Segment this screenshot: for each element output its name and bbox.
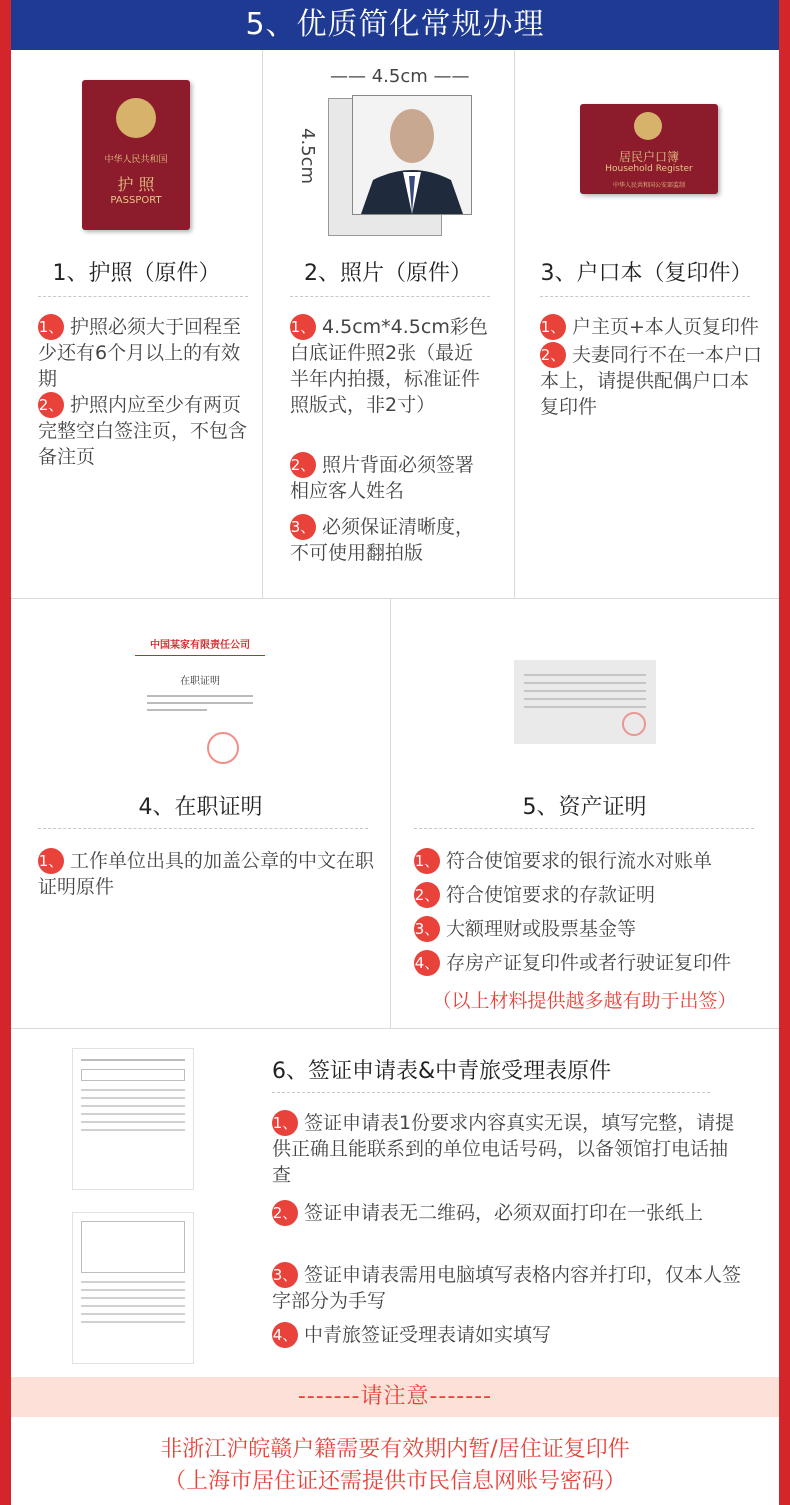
visa-form-page-1: [72, 1048, 194, 1190]
notice-line-1: 非浙江沪皖赣户籍需要有效期内暂/居住证复印件: [160, 1437, 630, 1462]
section-header: 5、优质简化常规办理: [11, 0, 779, 50]
divider: [514, 50, 515, 598]
employment-certificate-image: 中国某家有限责任公司 在职证明: [135, 636, 265, 766]
separator: [540, 296, 750, 297]
list-item: 2、 护照内应至少有两页完整空白签注页，不包含备注页: [38, 394, 248, 468]
list-item: 1、 签证申请表1份要求内容真实无误，填写完整，请提供正确且能联系到的单位电话号码，以备领馆打电话抽查: [272, 1112, 735, 1186]
separator: [38, 296, 248, 297]
list-item: 3、 大额理财或股票基金等: [414, 918, 637, 940]
notice-title: -------请注意-------: [297, 1384, 493, 1409]
list-item: 3、 签证申请表需用电脑填写表格内容并打印，仅本人签字部分为手写: [272, 1264, 742, 1312]
separator: [290, 296, 490, 297]
person-silhouette-icon: [353, 96, 471, 214]
separator: [38, 828, 368, 829]
national-emblem-icon: [634, 112, 662, 140]
list-item: 1、 工作单位出具的加盖公章的中文在职证明原件: [38, 850, 375, 898]
household-register-image: 居民户口簿 Household Register 中华人民共和国公安部监制: [580, 104, 718, 194]
assets-title: 5、资产证明: [522, 795, 647, 820]
notice-line-2: （上海市居住证还需提供市民信息网账号密码）: [163, 1469, 626, 1494]
seal-icon: [622, 712, 646, 736]
assets-note: （以上材料提供越多越有助于出签）: [432, 990, 737, 1012]
list-item: 2、 照片背面必须签署相应客人姓名: [290, 454, 475, 502]
divider: [262, 50, 263, 598]
list-item: 1、 4.5cm*4.5cm彩色白底证件照2张（最近半年内拍摄，标准证件照版式，非2寸）: [290, 316, 488, 416]
list-item: 1、 护照必须大于回程至少还有6个月以上的有效期: [38, 316, 242, 390]
visa-form-page-2: [72, 1212, 194, 1364]
list-item: 3、 必须保证清晰度，不可使用翻拍版: [290, 516, 475, 564]
hukou-title: 3、户口本（复印件）: [540, 261, 753, 286]
list-item: 2、 符合使馆要求的存款证明: [414, 884, 656, 906]
divider: [11, 1028, 779, 1029]
list-item: 1、 户主页+本人页复印件: [540, 316, 759, 338]
separator: [414, 828, 754, 829]
list-item: 2、 签证申请表无二维码，必须双面打印在一张纸上: [272, 1202, 704, 1224]
list-item: 4、 存房产证复印件或者行驶证复印件: [414, 952, 732, 974]
separator: [272, 1092, 710, 1093]
right-frame: [779, 0, 790, 1505]
photo-width-label: —— 4.5cm ——: [330, 66, 470, 87]
list-item: 1、 符合使馆要求的银行流水对账单: [414, 850, 713, 872]
list-item: 2、 夫妻同行不在一本户口本上，请提供配偶户口本复印件: [540, 344, 763, 418]
photo-title: 2、照片（原件）: [304, 261, 472, 286]
photo-sample: [352, 95, 472, 215]
divider: [11, 598, 779, 599]
employment-title: 4、在职证明: [138, 795, 263, 820]
passport-image: 中华人民共和国 护 照 PASSPORT: [82, 80, 190, 230]
passport-title: 1、护照（原件）: [52, 261, 221, 286]
left-frame: [0, 0, 11, 1505]
list-item: 4、 中青旅签证受理表请如实填写: [272, 1324, 552, 1346]
bank-statement-image: [514, 660, 656, 744]
seal-icon: [207, 732, 239, 764]
application-title: 6、签证申请表&中青旅受理表原件: [272, 1059, 612, 1084]
photo-height-label: 4.5cm: [297, 128, 318, 185]
national-emblem-icon: [116, 98, 156, 138]
